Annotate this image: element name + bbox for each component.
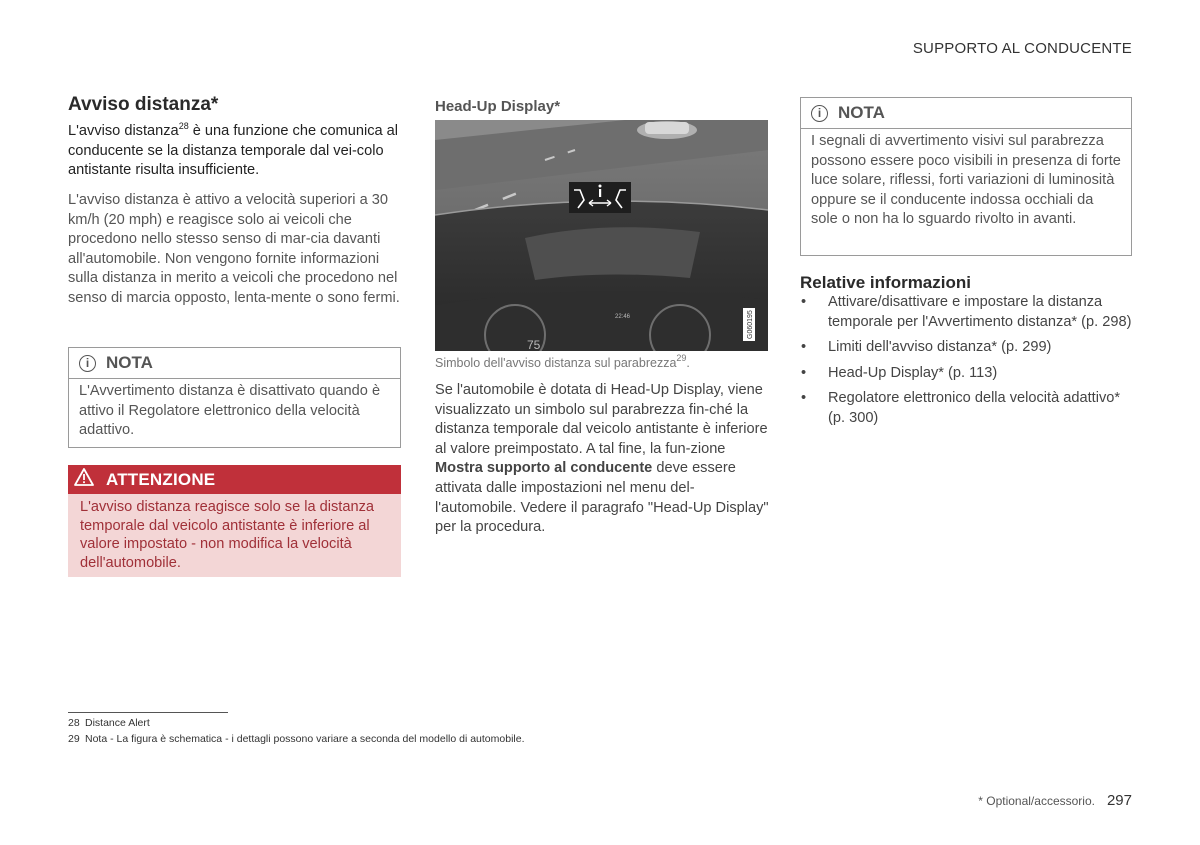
- note-title-2: NOTA: [838, 103, 885, 122]
- note-box: [68, 347, 401, 448]
- footnote-29: [68, 733, 525, 745]
- footnote-number: 29: [68, 733, 80, 745]
- footnote-divider: [68, 712, 228, 713]
- warning-text: L'avviso distanza reagisce solo se la distanza temporale dal veicolo antistante è inferiore al valore impostato - non modifica la velocità dell'automobile.: [80, 499, 375, 571]
- dash-clock: 22:46: [615, 314, 631, 320]
- related-link-3[interactable]: [800, 364, 1136, 384]
- page-footer: [978, 792, 1132, 809]
- page-number: 297: [1106, 792, 1132, 809]
- footnote-28: [68, 717, 150, 729]
- footnote-text: Distance Alert: [85, 717, 150, 729]
- hud-text-start: Se l'automobile è dotata di Head-Up Display, viene visualizzato un simbolo sul parabrezza fin-ché la distanza temporale dal veicolo antistante è inferiore al valore preimpostato. A tal fine, la fun-zione: [435, 382, 768, 457]
- distance-alert-symbol-icon: [569, 182, 631, 213]
- note-header-2: [801, 98, 1131, 129]
- intro-text-end: è una funzione che comunica al conducente se la distanza temporale dal vei-colo antistante risulta insufficiente.: [68, 123, 399, 178]
- related-link-text[interactable]: Attivare/disattivare e impostare la distanza temporale per l'Avvertimento distanza* (p. 298): [828, 294, 1132, 330]
- warning-triangle-icon: [74, 468, 94, 491]
- body-paragraph: L'avviso distanza è attivo a velocità superiori a 30 km/h (20 mph) e reagisce solo ai veicoli che procedono nello stesso senso di mar-cia davanti all'automobile. Non vengono fornite informazioni sulla distanza in merito a veicoli che procedono nel senso di marcia opposto, lenta-mente o sono fermi.: [68, 192, 400, 306]
- note-header: [69, 348, 400, 379]
- footnote-ref-29[interactable]: 29: [676, 353, 687, 363]
- warning-header: [68, 465, 401, 494]
- footnote-ref-28[interactable]: 28: [178, 121, 189, 131]
- bullet: •: [801, 339, 807, 356]
- caption-text: Simbolo dell'avviso distanza sul parabrezza: [435, 356, 677, 370]
- figure-code: G060195: [747, 310, 754, 339]
- figure-caption: [435, 353, 690, 370]
- info-icon: i: [79, 355, 96, 372]
- hud-paragraph: [435, 381, 769, 538]
- bullet: •: [801, 364, 807, 381]
- caption-end: .: [686, 356, 690, 370]
- warning-box: [68, 465, 401, 577]
- bullet: •: [801, 390, 807, 407]
- related-link-text[interactable]: Regolatore elettronico della velocità adattivo* (p. 300): [828, 390, 1121, 426]
- related-link-2[interactable]: [800, 338, 1136, 358]
- related-list: [800, 293, 1136, 435]
- related-link-text[interactable]: Limiti dell'avviso distanza* (p. 299): [828, 339, 1052, 356]
- bullet: •: [801, 294, 807, 310]
- running-header: SUPPORTO AL CONDUCENTE: [912, 40, 1132, 57]
- info-icon: i: [811, 105, 828, 122]
- intro-paragraph: [68, 122, 404, 181]
- related-link-4[interactable]: [800, 389, 1136, 428]
- intro-text-start: L'avviso distanza: [68, 123, 179, 139]
- section-title: Avviso distanza*: [68, 94, 219, 115]
- related-title: Relative informazioni: [800, 273, 971, 292]
- hud-subtitle: Head-Up Display*: [435, 98, 561, 115]
- related-link-1[interactable]: [800, 293, 1136, 332]
- note-box-2: [800, 97, 1132, 256]
- note-text: L'Avvertimento distanza è disattivato quando è attivo il Regolatore elettronico della velocità adattivo.: [79, 383, 381, 439]
- footnote-text: Nota - La figura è schematica - i dettagli possono variare a seconda del modello di automobile.: [85, 733, 525, 745]
- note-title: NOTA: [106, 353, 153, 372]
- hud-illustration: [435, 120, 768, 351]
- note-text-2: I segnali di avvertimento visivi sul parabrezza possono essere poco visibili in presenza di forte luce solare, riflessi, forti variazioni di luminosità oppure se il conducente indossa occhiali da sole o non ha lo sguardo rivolto in avanti.: [811, 133, 1121, 228]
- optional-note: * Optional/accessorio.: [978, 794, 1095, 808]
- related-link-text[interactable]: Head-Up Display* (p. 113): [828, 364, 998, 381]
- dash-speed: 75: [527, 338, 541, 351]
- footnote-number: 28: [68, 717, 80, 729]
- function-name: Mostra supporto al conducente: [435, 460, 653, 477]
- warning-title: ATTENZIONE: [106, 469, 216, 489]
- hud-text-end: deve essere attivata dalle impostazioni nel menu del-l'automobile. Vedere il paragrafo "Head-Up Display" per la procedura.: [435, 460, 769, 536]
